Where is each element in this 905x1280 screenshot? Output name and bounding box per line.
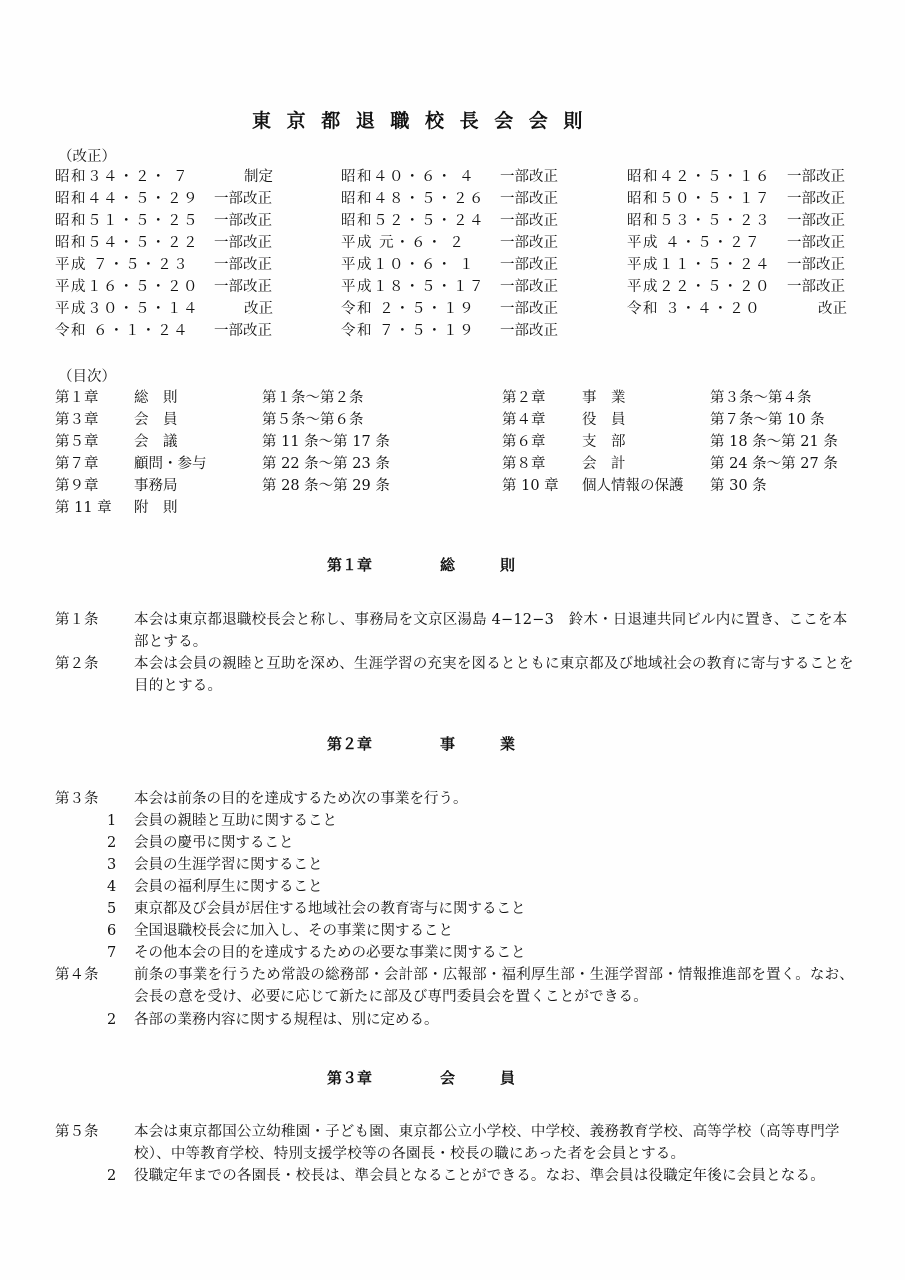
- revision-date: 令和 ２・５・１９: [341, 301, 476, 317]
- toc-title: 役 員: [582, 412, 626, 428]
- item-number: 7: [107, 945, 117, 961]
- revision-note: 一部改正: [500, 235, 558, 251]
- article-text: 本会は東京都国公立幼稚園・子ども園、東京都公立小学校、中学校、義務教育学校、高等学校（高等専門学校）、中等教育学校、特別支援学校等の各園長・校長の職にあった者を会員とする。: [134, 1124, 840, 1162]
- page-title: 東京都退職校長会会則: [252, 110, 599, 132]
- toc-chapter: 第 10 章: [502, 478, 559, 494]
- revision-note: 一部改正: [500, 301, 558, 317]
- toc-range: 第７条～第 10 条: [710, 412, 825, 428]
- revision-note: 一部改正: [500, 323, 558, 339]
- toc-title: 会 計: [582, 456, 626, 472]
- revision-note: 一部改正: [214, 213, 272, 229]
- revision-note: 一部改正: [787, 235, 845, 251]
- revision-date: 昭和５０・５・１７: [627, 191, 771, 207]
- revision-date: 昭和５４・５・２２: [55, 235, 199, 251]
- article-label: 第４条: [55, 967, 99, 983]
- toc-chapter: 第６章: [502, 434, 546, 450]
- article-text: 本会は東京都退職校長会と称し、事務局を文京区湯島 4−12−3 鈴木・日退連共同ビル内に置き、ここを本部とする。: [134, 612, 848, 650]
- toc-range: 第３条～第４条: [710, 390, 812, 406]
- revision-date: 昭和４２・５・１６: [627, 169, 771, 185]
- toc-range: 第 22 条～第 23 条: [262, 456, 390, 472]
- article-label: 第３条: [55, 791, 99, 807]
- revision-note: 一部改正: [787, 279, 845, 295]
- item-number: 3: [107, 857, 117, 873]
- toc-chapter: 第５章: [55, 434, 99, 450]
- toc-chapter: 第３章: [55, 412, 99, 428]
- revision-date: 昭和３４・２・ ７: [55, 169, 190, 185]
- revision-note: 改正: [818, 301, 847, 317]
- revision-note: 制定: [244, 169, 273, 185]
- revision-note: 改正: [244, 301, 273, 317]
- item-text: その他本会の目的を達成するための必要な事業に関すること: [134, 945, 526, 961]
- revision-date: 令和 ３・４・２０: [627, 301, 762, 317]
- revision-note: 一部改正: [214, 279, 272, 295]
- article-label: 第２条: [55, 656, 99, 672]
- toc-range: 第 30 条: [710, 478, 767, 494]
- chapter-number: 第２章: [327, 735, 373, 753]
- revision-note: 一部改正: [214, 235, 272, 251]
- item-text: 会員の福利厚生に関すること: [134, 879, 323, 895]
- toc-chapter: 第８章: [502, 456, 546, 472]
- revision-date: 昭和４０・６・ ４: [341, 169, 476, 185]
- article-text: 前条の事業を行うため常設の総務部・会計部・広報部・福利厚生部・生涯学習部・情報推進部を置く。なお、会長の意を受け、必要に応じて新たに部及び専門委員会を置くことができる。: [134, 967, 855, 1005]
- revision-date: 平成２２・５・２０: [627, 279, 771, 295]
- item-number: 4: [107, 879, 117, 895]
- item-text: 会員の慶弔に関すること: [134, 835, 294, 851]
- revision-note: 一部改正: [500, 191, 558, 207]
- item-text: 会員の親睦と互助に関すること: [134, 813, 337, 829]
- paragraph-number: 2: [107, 1168, 117, 1184]
- toc-title: 事 業: [582, 390, 626, 406]
- revision-note: 一部改正: [500, 213, 558, 229]
- item-number: 6: [107, 923, 117, 939]
- revisions-heading: （改正）: [58, 149, 116, 165]
- item-text: 全国退職校長会に加入し、その事業に関すること: [134, 923, 453, 939]
- item-number: 1: [107, 813, 117, 829]
- toc-chapter: 第９章: [55, 478, 99, 494]
- toc-title: 附 則: [134, 500, 178, 516]
- revision-date: 昭和５３・５・２３: [627, 213, 771, 229]
- revision-note: 一部改正: [787, 191, 845, 207]
- revision-date: 平成１８・５・１７: [341, 279, 485, 295]
- revision-date: 令和 ６・１・２４: [55, 323, 190, 339]
- chapter-number: 第１章: [327, 556, 373, 574]
- paragraph-text: 各部の業務内容に関する規程は、別に定める。: [134, 1012, 439, 1028]
- revision-note: 一部改正: [214, 323, 272, 339]
- article-text: 本会は会員の親睦と互助を深め、生涯学習の充実を図るとともに東京都及び地域社会の教育に寄与することを目的とする。: [134, 656, 854, 694]
- revision-note: 一部改正: [500, 279, 558, 295]
- revision-note: 一部改正: [214, 191, 272, 207]
- revision-date: 平成３０・５・１４: [55, 301, 199, 317]
- paragraph-text: 役職定年までの各園長・校長は、準会員となることができる。なお、準会員は役職定年後に会員となる。: [134, 1168, 825, 1184]
- revision-date: 昭和５１・５・２５: [55, 213, 199, 229]
- revision-date: 平成１６・５・２０: [55, 279, 199, 295]
- revision-note: 一部改正: [214, 257, 272, 273]
- toc-title: 事務局: [134, 478, 178, 494]
- article-text: 本会は前条の目的を達成するため次の事業を行う。: [134, 791, 468, 807]
- revision-date: 平成１０・６・ １: [341, 257, 476, 273]
- revision-date: 令和 ７・５・１９: [341, 323, 476, 339]
- paragraph-number: 2: [107, 1012, 117, 1028]
- toc-title: 会 議: [134, 434, 178, 450]
- toc-title: 会 員: [134, 412, 178, 428]
- toc-range: 第 24 条～第 27 条: [710, 456, 838, 472]
- toc-chapter: 第４章: [502, 412, 546, 428]
- chapter-number: 第３章: [327, 1069, 373, 1087]
- revision-date: 平成 ７・５・２３: [55, 257, 190, 273]
- revision-note: 一部改正: [787, 257, 845, 273]
- revision-note: 一部改正: [787, 213, 845, 229]
- item-text: 東京都及び会員が居住する地域社会の教育寄与に関すること: [134, 901, 526, 917]
- revision-note: 一部改正: [500, 257, 558, 273]
- toc-range: 第 11 条～第 17 条: [262, 434, 390, 450]
- toc-chapter: 第 11 章: [55, 500, 112, 516]
- item-text: 会員の生涯学習に関すること: [134, 857, 323, 873]
- toc-range: 第５条～第６条: [262, 412, 364, 428]
- revision-date: 平成 ４・５・２７: [627, 235, 762, 251]
- revision-date: 平成１１・５・２４: [627, 257, 771, 273]
- chapter-name: 会 員: [440, 1069, 516, 1087]
- revision-note: 一部改正: [500, 169, 558, 185]
- chapter-name: 事 業: [440, 735, 516, 753]
- item-number: 2: [107, 835, 117, 851]
- toc-title: 支 部: [582, 434, 626, 450]
- toc-chapter: 第２章: [502, 390, 546, 406]
- revision-date: 昭和４８・５・２６: [341, 191, 485, 207]
- revision-date: 昭和５２・５・２４: [341, 213, 485, 229]
- revision-date: 昭和４４・５・２９: [55, 191, 199, 207]
- toc-range: 第 18 条～第 21 条: [710, 434, 838, 450]
- toc-title: 個人情報の保護: [582, 478, 684, 494]
- toc-chapter: 第１章: [55, 390, 99, 406]
- toc-chapter: 第７章: [55, 456, 99, 472]
- revision-date: 平成 元・６・ ２: [341, 235, 466, 251]
- toc-title: 総 則: [134, 390, 178, 406]
- item-number: 5: [107, 901, 117, 917]
- article-label: 第１条: [55, 612, 99, 628]
- toc-range: 第１条～第２条: [262, 390, 364, 406]
- article-label: 第５条: [55, 1124, 99, 1140]
- toc-title: 顧問・参与: [134, 456, 207, 472]
- revision-note: 一部改正: [787, 169, 845, 185]
- toc-heading: （目次）: [58, 369, 116, 385]
- toc-range: 第 28 条～第 29 条: [262, 478, 390, 494]
- chapter-name: 総 則: [440, 556, 516, 574]
